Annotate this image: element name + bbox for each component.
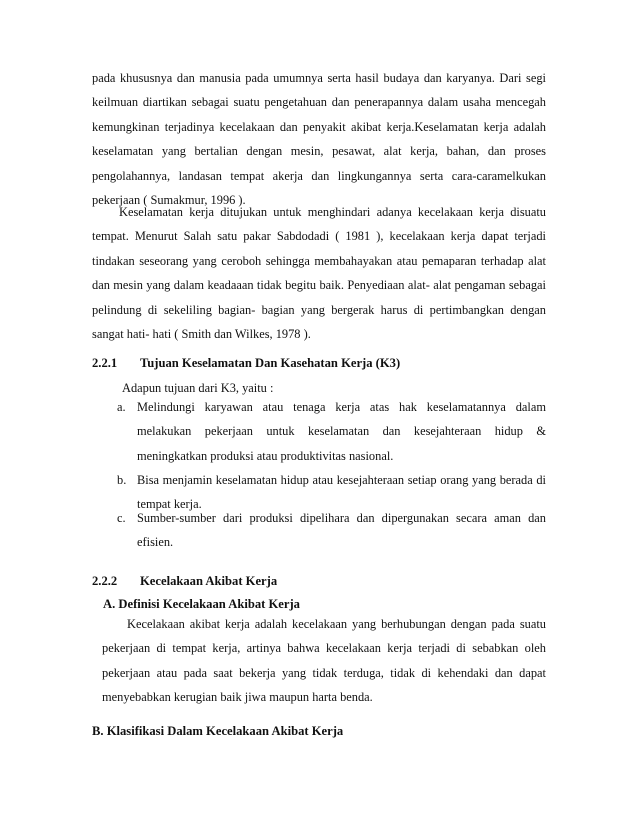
list-item-c — [117, 506, 546, 555]
paragraph-accident-definition: Kecelakaan akibat kerja adalah kecelakaan yang berhubungan dengan pada suatu pekerjaan di tempat kerja, artinya bahwa kecelakaan kerja terjadi di sebabkan oleh pekerjaan atau pada saat bekerja yang tidak terduga, tidak di kehendaki dan dapat menyebabkan kerugian baik jiwa maupun harta benda. — [102, 617, 546, 705]
list-item-text: Sumber-sumber dari produksi dipelihara dan dipergunakan secara aman dan efisien. — [137, 511, 546, 550]
subheading-b: B. Klasifikasi Dalam Kecelakaan Akibat Kerja — [92, 724, 344, 738]
section-number: 2.2.2 — [92, 574, 118, 588]
paragraph-k3-definition: pada khususnya dan manusia pada umumnya serta hasil budaya dan karyanya. Dari segi keilmuan diartikan sebagai suatu pengetahuan dan penerapannya dalam usaha mencegah kemungkinan terjadinya kecelakaan dan penyakit akibat kerja.Keselamatan kerja adalah keselamatan yang bertalian dengan mesin, pesawat, alat kerja, bahan, dan proses pengolahannya, landasan tempat akerja dan lingkungannya serta cara-caramelkukan pekerjaan ( Sumakmur, 1996 ). — [92, 71, 546, 208]
list-item-text: Melindungi karyawan atau tenaga kerja atas hak keselamatannya dalam melakukan pekerjaan untuk keselamatan dan kesejahteraan hidup & meningkatkan produksi atau produktivitas nasional. — [137, 400, 546, 463]
list-intro: Adapun tujuan dari K3, yaitu : — [122, 381, 274, 395]
section-title: Tujuan Keselamatan Dan Kasehatan Kerja (K3) — [140, 356, 401, 370]
list-marker: c. — [117, 511, 126, 525]
section-title: Kecelakaan Akibat Kerja — [140, 574, 278, 588]
subheading-a: A. Definisi Kecelakaan Akibat Kerja — [103, 597, 300, 611]
list-item-a — [117, 395, 546, 468]
section-number: 2.2.1 — [92, 356, 118, 370]
paragraph-work-safety-purpose: Keselamatan kerja ditujukan untuk menghindari adanya kecelakaan kerja disuatu tempat. Menurut Salah satu pakar Sabdodadi ( 1981 ), kecelakaan kerja dapat terjadi tindakan seseorang yang ceroboh sehingga membahayakan atau pemaparan terhadap alat dan mesin yang dalam keadaaan tidak begitu baik. Penyediaan alat- alat pengaman sebagai pelindung di sekeliling bagian- bagian yang bergerak harus di pertimbangkan dengan sangat hati- hati ( Smith dan Wilkes, 1978 ). — [92, 205, 546, 342]
list-item-text: Bisa menjamin keselamatan hidup atau kesejahteraan setiap orang yang berada di tempat kerja. — [137, 473, 546, 512]
section-heading-222 — [92, 573, 277, 589]
section-heading-221 — [92, 355, 400, 371]
list-marker: b. — [117, 473, 127, 487]
list-marker: a. — [117, 400, 126, 414]
